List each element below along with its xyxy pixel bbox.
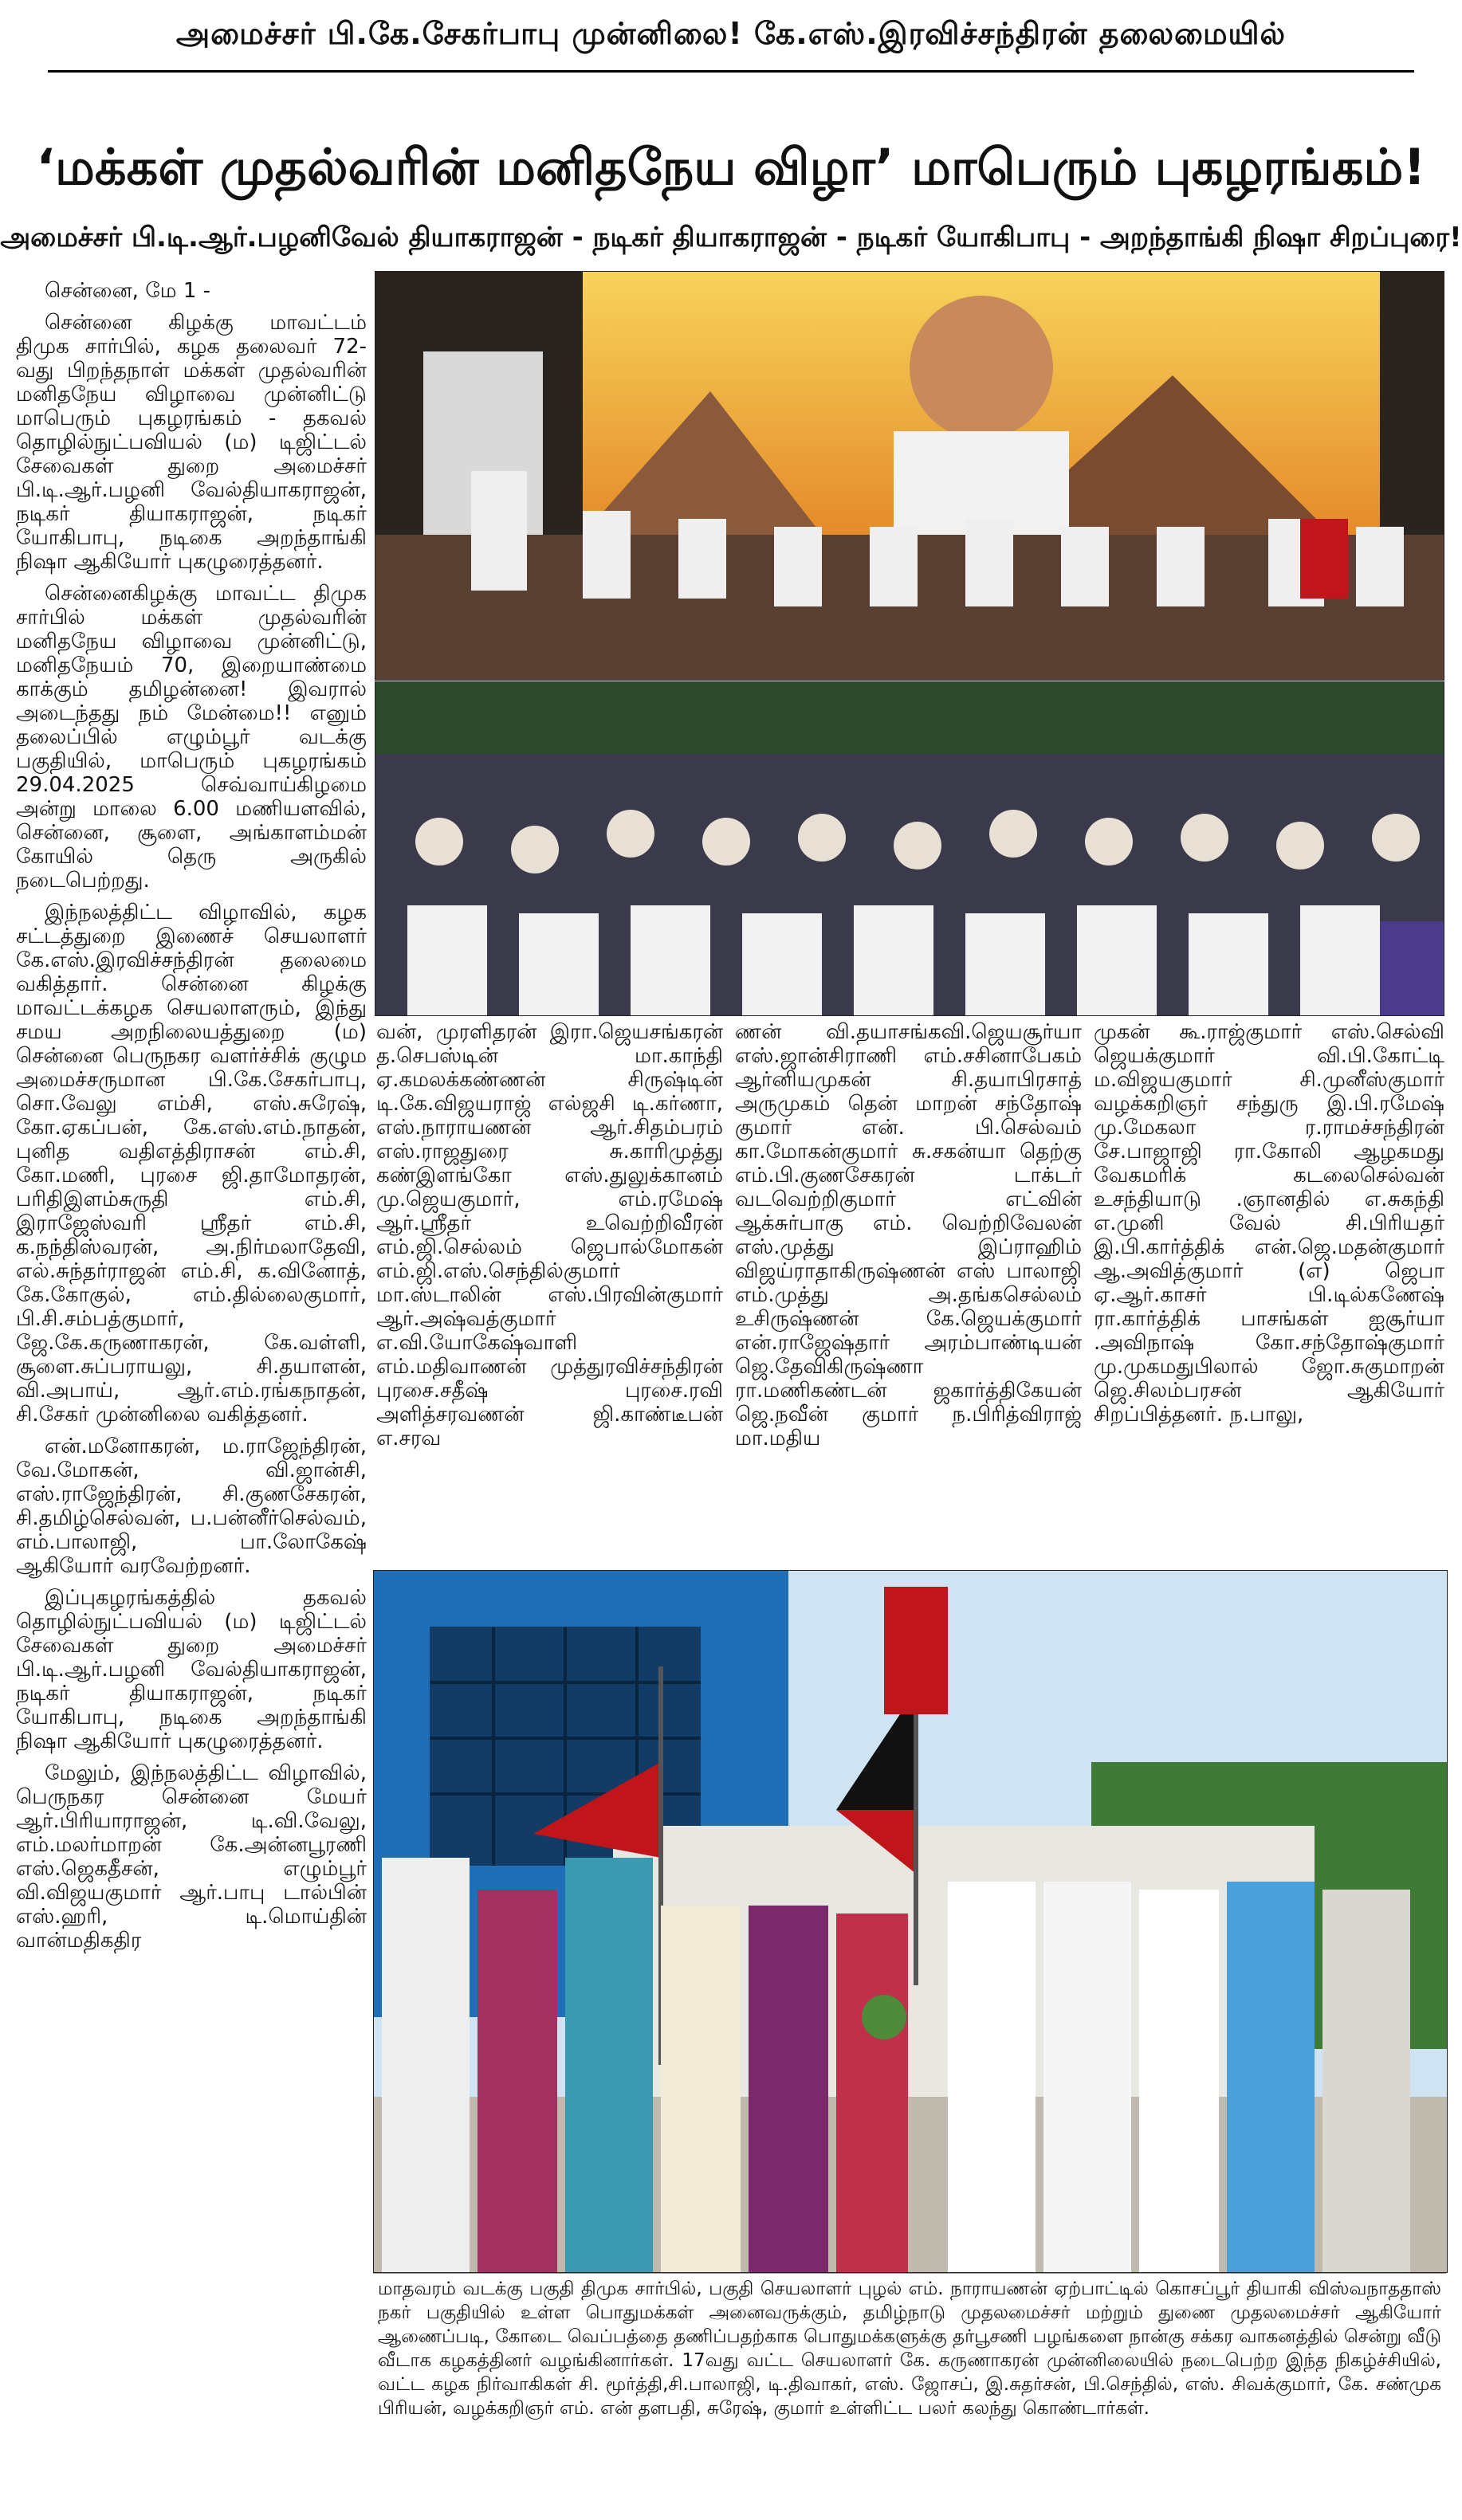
paragraph: சென்னைகிழக்கு மாவட்ட திமுக சார்பில் மக்கள் முதல்வரின் மனிதநேய விழாவை முன்னிட்டு, மனிதநேயம் 70, இறையாண்மை காக்கும் தமிழன்னை! இவரால் அடைந்தது நம் மேன்மை!! எனும் தலைப்பில் எழும்பூர் வடக்கு பகுதியில், மாபெரும் புகழரங்கம் 29.04.2025 செவ்வாய்கிழமை அன்று மாலை 6.00 மணியளவில், சென்னை, சூளை, அங்காளம்மன் கோயில் தெரு அருகில் நடைபெற்றது. (16, 582, 367, 893)
article-column-1 (16, 279, 367, 2510)
paragraph: முகன் கூ.ராஜ்குமார் எஸ்.செல்வி ஜெயக்குமார் வி.பி.கோட்டி ம.விஜயகுமார் சி.முனீஸ்குமார் வழக்கறிஞர் சந்துரு இ.பி.ரமேஷ் மு.மேகலா ர.ராமச்சந்திரன் சே.பாஜாஜி ரா.கோலி ஆழகமது வேகமரிக் கடலைசெல்வன் உசந்தியாடு .ஞானதில் எ.சுகந்தி எ.முனி வேல் சி.பிரியதர் இ.பி.கார்த்திக் என்.ஜெ.மதன்குமார் ஆ.அவித்குமார் (எ) ஜெபா ஏ.ஆர்.காசர் பி.டில்கணேஷ் ரா.கார்த்திக் பாசங்கள் ஐசூர்யா .அவிநாஷ் கோ.சந்தோஷ்குமார் மு.முகமதுபிலால் ஜோ.சுகுமாறன் ஜெ.சிலம்பரசன் ஆகியோர் சிறப்பித்தனர். ந.பாலு, (1094, 1020, 1444, 1427)
headline: ‘மக்கள் முதல்வரின் மனிதநேய விழா’ மாபெரும் புகழரங்கம்! (36, 138, 1426, 196)
watermelon-photo (373, 1570, 1448, 2273)
watermelon-photo-graphic (374, 1571, 1447, 2272)
article-column-3 (735, 1020, 1082, 1562)
stage-photo (375, 271, 1444, 681)
article-column-4 (1094, 1020, 1444, 1562)
photo-caption: மாதவரம் வடக்கு பகுதி திமுக சார்பில், பகுதி செயலாளர் புழல் எம். நாராயணன் ஏற்பாட்டில் கொசப்பூர் தியாகி விஸ்வநாததாஸ் நகர் பகுதியில் உள்ள பொதுமக்கள் அனைவருக்கும், தமிழ்நாடு முதலமைச்சர் மற்றும் துணை முதலமைச்சர் ஆகியோர் ஆணைப்படி, கோடை வெப்பத்தை தணிப்பதற்காக பொதுமக்களுக்கு தர்பூசணி பழங்களை நான்கு சக்கர வாகனத்தில் சென்று வீடு வீடாக கழகத்தினர் வழங்கினார்கள். 17வது வட்ட செயலாளர் கே. கருணாகரன் முன்னிலையில் நடைபெற்ற இந்த நிகழ்ச்சியில், வட்ட கழக நிர்வாகிகள் சி. மூர்த்தி,சி.பாலாஜி, டி.திவாகர், எஸ். ஜோசப், இ.சுதர்சன், பி.செந்தில், எஸ். சிவக்குமார், கே. சண்முக பிரியன், வழக்கறிஞர் எம். என் தளபதி, சுரேஷ், குமார் உள்ளிட்ட பலர் கலந்து கொண்டார்கள். (373, 2273, 1446, 2512)
paragraph: மேலும், இந்நலத்திட்ட விழாவில், பெருநகர சென்னை மேயர் ஆர்.பிரியாராஜன், டி.வி.வேலு, எம்.மலர்மாறன் கே.அன்னபூரணி எஸ்.ஜெகதீசன், எழும்பூர் வி.விஜயகுமார் ஆர்.பாபு டால்பின் எஸ்.ஹரி, டி.மொய்தின் வான்மதிகதிர (16, 1761, 367, 1953)
kicker-line: அமைச்சர் பி.கே.சேகர்பாபு முன்னிலை! கே.எஸ்.இரவிச்சந்திரன் தலைமையில் (175, 16, 1287, 51)
paragraph: இப்புகழரங்கத்தில் தகவல் தொழில்நுட்பவியல் (ம) டிஜிட்டல் சேவைகள் துறை அமைச்சர் பி.டி.ஆர்.பழனி வேல்தியாகராஜன், நடிகர் தியாகராஜன், நடிகர் யோகிபாபு, நடிகை அறந்தாங்கி நிஷா ஆகியோர் புகழுரைத்தனர். (16, 1586, 367, 1753)
subheadline: அமைச்சர் பி.டி.ஆர்.பழனிவேல் தியாகராஜன் - நடிகர் தியாகராஜன் - நடிகர் யோகிபாபு - அறந்தாங்கி நிஷா சிறப்புரை! (0, 222, 1462, 253)
paragraph: சென்னை கிழக்கு மாவட்டம் திமுக சார்பில், கழக தலைவர் 72-வது பிறந்தநாள் மக்கள் முதல்வரின் மனிதநேய விழாவை முன்னிட்டு மாபெரும் புகழரங்கம் - தகவல் தொழில்நுட்பவியல் (ம) டிஜிட்டல் சேவைகள் துறை அமைச்சர் பி.டி.ஆர்.பழனி வேல்தியாகராஜன், நடிகர் தியாகராஜன், நடிகர் யோகிபாபு, நடிகை அறந்தாங்கி நிஷா ஆகியோர் புகழுரைத்தனர். (16, 311, 367, 574)
crowd-photo-graphic (375, 682, 1444, 1015)
dateline: சென்னை, மே 1 - (45, 279, 211, 303)
stage-photo-graphic (375, 272, 1444, 680)
crowd-photo (375, 681, 1444, 1016)
paragraph: ணன் வி.தயாசங்கவி.ஜெயசூர்யா எஸ்.ஜான்சிராணி எம்.சசினாபேகம் ஆர்னியமுகன் சி.தயாபிரசாத் அருமுகம் தென் மாறன் சந்தோஷ் குமார் என். பி.செல்வம் கா.மோகன்குமார் சு.சகன்யா தெற்கு எம்.பி.குணசேகரன் டாக்டர் வடவெற்றிகுமார் எட்வின் ஆக்சுர்பாகு எம். வெற்றிவேலன் எஸ்.முத்து இப்ராஹிம் விஜய்ராதாகிருஷ்ணன் எஸ் பாலாஜி எம்.முத்து அ.தங்கசெல்லம் உசிருஷ்ணன் கே.ஜெயக்குமார் என்.ராஜேஷ்தார் அரம்பாண்டியன் ஜெ.தேவிகிருஷ்ணா ரா.மணிகண்டன் ஜகார்த்திகேயன் ஜெ.நவீன் குமார் ந.பிரித்விராஜ் மா.மதிய (735, 1020, 1082, 1450)
article-column-2 (376, 1020, 723, 1562)
kicker-rule (48, 70, 1414, 73)
paragraph: என்.மனோகரன், ம.ராஜேந்திரன், வே.மோகன், வி.ஜான்சி, எஸ்.ராஜேந்திரன், சி.குணசேகரன், சி.தமிழ்செல்வன், ப.பன்னீர்செல்வம், எம்.பாலாஜி, பா.லோகேஷ் ஆகியோர் வரவேற்றனர். (16, 1435, 367, 1578)
paragraph: இந்நலத்திட்ட விழாவில், கழக சட்டத்துறை இணைச் செயலாளர் கே.எஸ்.இரவிச்சந்திரன் தலைமை வகித்தார். சென்னை கிழக்கு மாவட்டக்கழக செயலாளரும், இந்து சமய அறநிலையத்துறை (ம) சென்னை பெருநகர வளர்ச்சிக் குழும அமைச்சருமான பி.கே.சேகர்பாபு, சொ.வேலு எம்சி, எஸ்.சுரேஷ், கோ.ஏகப்பன், கே.எஸ்.எம்.நாதன், புனித வதிஎத்திராசன் எம்.சி, கோ.மணி, புரசை ஜி.தாமோதரன், பரிதிஇளம்சுருதி எம்.சி, இராஜேஸ்வரி ஸ்ரீதர் எம்.சி, க.நந்திஸ்வரன், அ.நிர்மலாதேவி, எல்.சுந்தர்ராஜன் எம்.சி, க.வினோத், கே.கோகுல், எம்.தில்லைகுமார், பி.சி.சம்பத்குமார், ஜே.கே.கருணாகரன், கே.வள்ளி, சூளை.சுப்பராயலு, சி.தயாளன், வி.அபாய், ஆர்.எம்.ரங்கநாதன், சி.சேகர் முன்னிலை வகித்தனர். (16, 901, 367, 1427)
paragraph: வன், முரளிதரன் இரா.ஜெயசங்கரன் த.செபஸ்டின் மா.காந்தி ஏ.கமலக்கண்ணன் சிருஷ்டின் டி.கே.விஜயராஜ் எல்ஜசி டி.கர்ணா, எஸ்.நாராயணன் ஆர்.சிதம்பரம் எஸ்.ராஜதுரை சு.காரிமுத்து கண்இளங்கோ எஸ்.துலுக்கானம் மு.ஜெயகுமார், எம்.ரமேஷ் ஆர்.ஸ்ரீதர் உவெற்றிவீரன் எம்.ஜி.செல்லம் ஜெபால்மோகன் எம்.ஜி.எஸ்.செந்தில்குமார் மா.ஸ்டாலின் எஸ்.பிரவின்குமார் ஆர்.அஷ்வத்குமார் எ.வி.யோகேஷ்வாளி எம்.மதிவாணன் முத்துரவிச்சந்திரன் புரசை.சதீஷ் புரசை.ரவி அளித்சரவணன் ஜி.காண்டீபன் எ.சரவ (376, 1020, 723, 1450)
